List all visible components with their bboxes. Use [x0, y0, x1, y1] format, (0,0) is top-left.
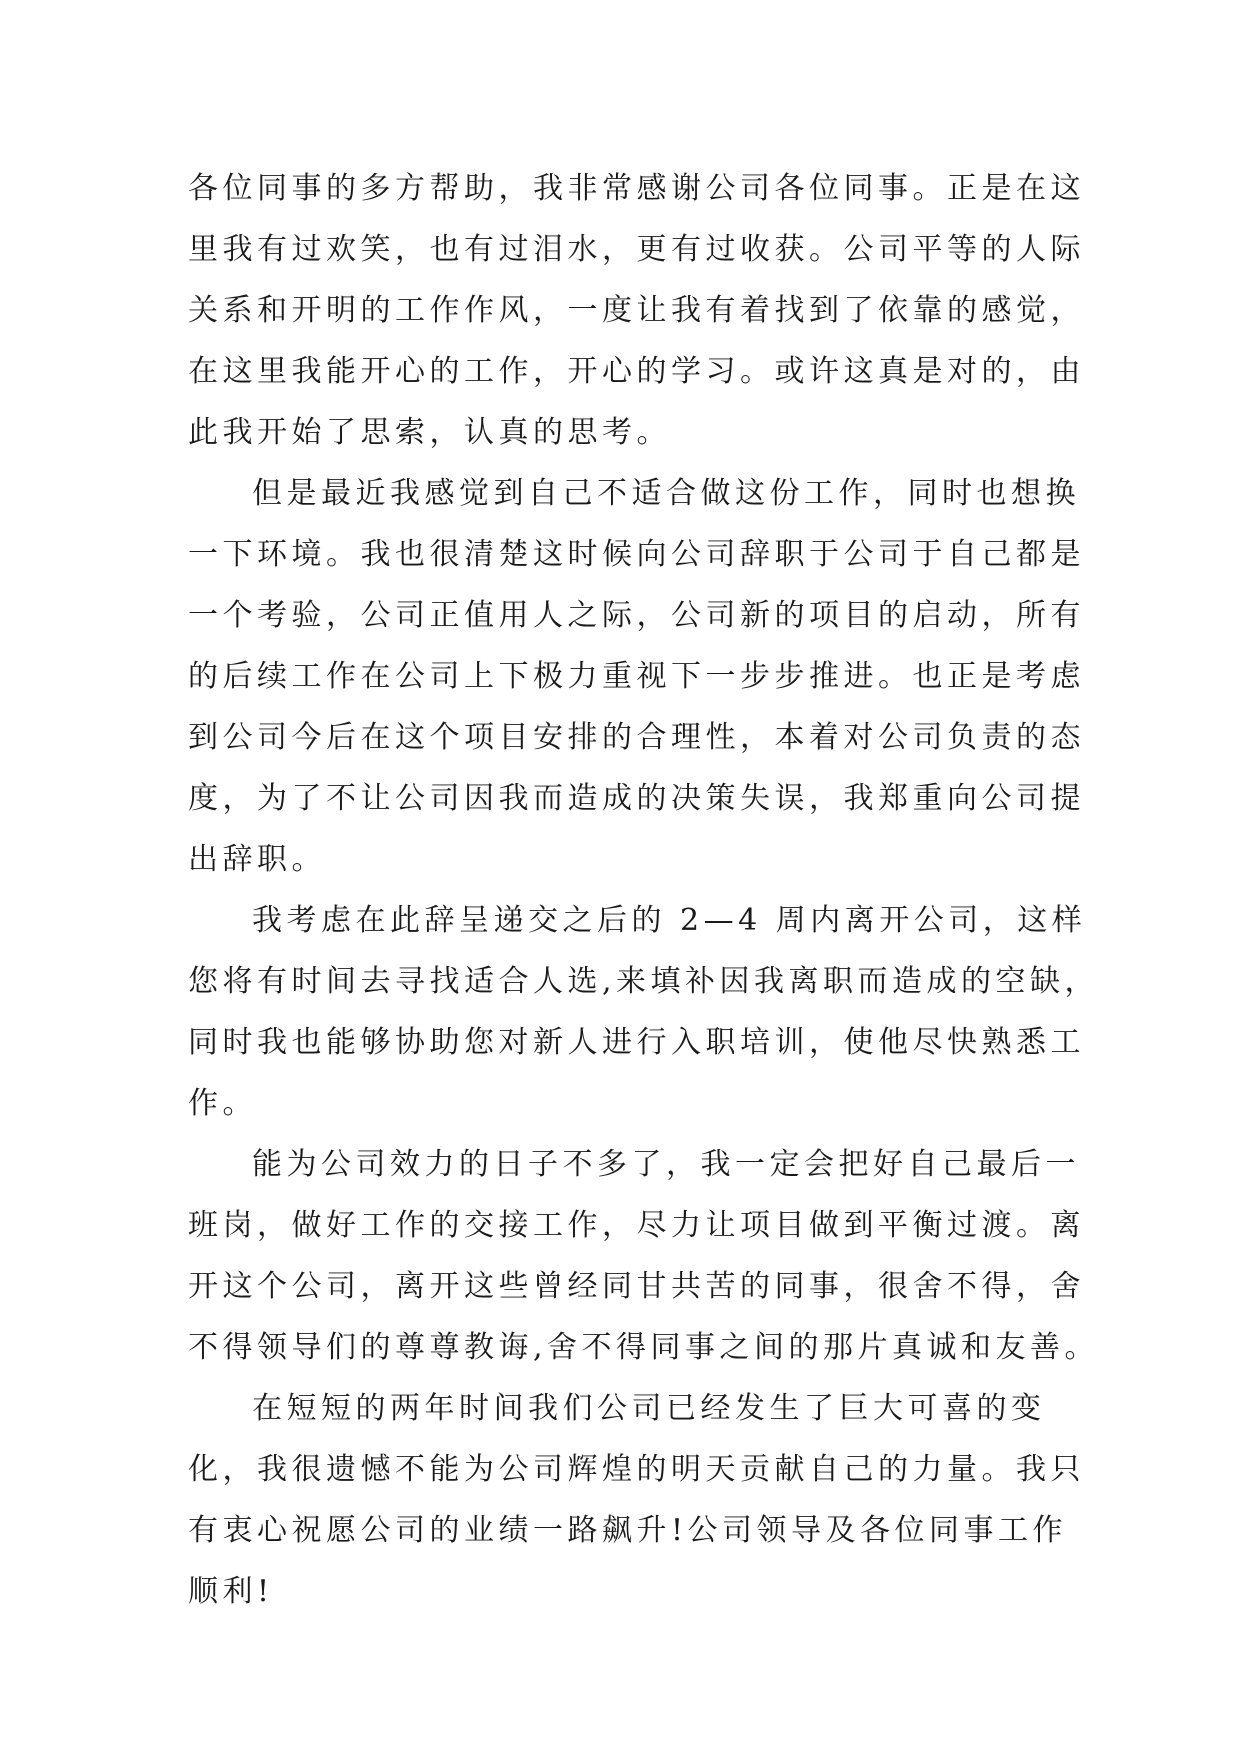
- paragraph-2: [188, 463, 1085, 890]
- paragraph-1: [188, 158, 1085, 463]
- paragraph-line: 有衷心祝愿公司的业绩一路飙升!公司领导及各位同事工作: [188, 1513, 1068, 1548]
- paragraph-5: [188, 1378, 1085, 1622]
- paragraph-line: 我考虑在此辞呈递交之后的 2—4 周内离开公司，这样: [252, 903, 1087, 938]
- paragraph-3: [188, 890, 1100, 1134]
- paragraph-line: 出辞职。: [188, 842, 326, 877]
- paragraph-line: 一下环境。我也很清楚这时候向公司辞职于公司于自己都是: [188, 537, 1085, 572]
- paragraph-line: 班岗，做好工作的交接工作，尽力让项目做到平衡过渡。离: [188, 1208, 1085, 1243]
- paragraph-line: 里我有过欢笑，也有过泪水，更有过收获。公司平等的人际: [188, 232, 1085, 267]
- paragraph-line: 此我开始了思索，认真的思考。: [188, 415, 671, 450]
- paragraph-line: 在这里我能开心的工作，开心的学习。或许这真是对的，由: [188, 354, 1085, 389]
- paragraph-line: 一个考验，公司正值用人之际，公司新的项目的启动，所有: [188, 598, 1085, 633]
- paragraph-line: 您将有时间去寻找适合人选,来填补因我离职而造成的空缺，: [188, 964, 1100, 999]
- paragraph-line: 到公司今后在这个项目安排的合理性，本着对公司负责的态: [188, 720, 1085, 755]
- letter-body: [188, 158, 1100, 1622]
- paragraph-line: 开这个公司，离开这些曾经同甘共苦的同事，很舍不得，舍: [188, 1269, 1085, 1304]
- paragraph-line: 化，我很遗憾不能为公司辉煌的明天贡献自己的力量。我只: [188, 1452, 1085, 1487]
- paragraph-4: [188, 1134, 1100, 1378]
- paragraph-line: 同时我也能够协助您对新人进行入职培训，使他尽快熟悉工: [188, 1025, 1085, 1060]
- paragraph-line: 能为公司效力的日子不多了，我一定会把好自己最后一: [252, 1147, 1080, 1182]
- paragraph-line: 的后续工作在公司上下极力重视下一步步推进。也正是考虑: [188, 659, 1085, 694]
- paragraph-line: 各位同事的多方帮助，我非常感谢公司各位同事。正是在这: [188, 171, 1085, 206]
- paragraph-line: 在短短的两年时间我们公司已经发生了巨大可喜的变: [252, 1391, 1046, 1426]
- paragraph-line: 作。: [188, 1086, 257, 1121]
- paragraph-line: 不得领导们的尊尊教诲,舍不得同事之间的那片真诚和友善。: [188, 1330, 1100, 1365]
- paragraph-line: 但是最近我感觉到自己不适合做这份工作，同时也想换: [252, 476, 1080, 511]
- paragraph-line: 顺利!: [188, 1574, 274, 1609]
- paragraph-line: 关系和开明的工作作风，一度让我有着找到了依靠的感觉，: [188, 293, 1085, 328]
- paragraph-line: 度，为了不让公司因我而造成的决策失误，我郑重向公司提: [188, 781, 1085, 816]
